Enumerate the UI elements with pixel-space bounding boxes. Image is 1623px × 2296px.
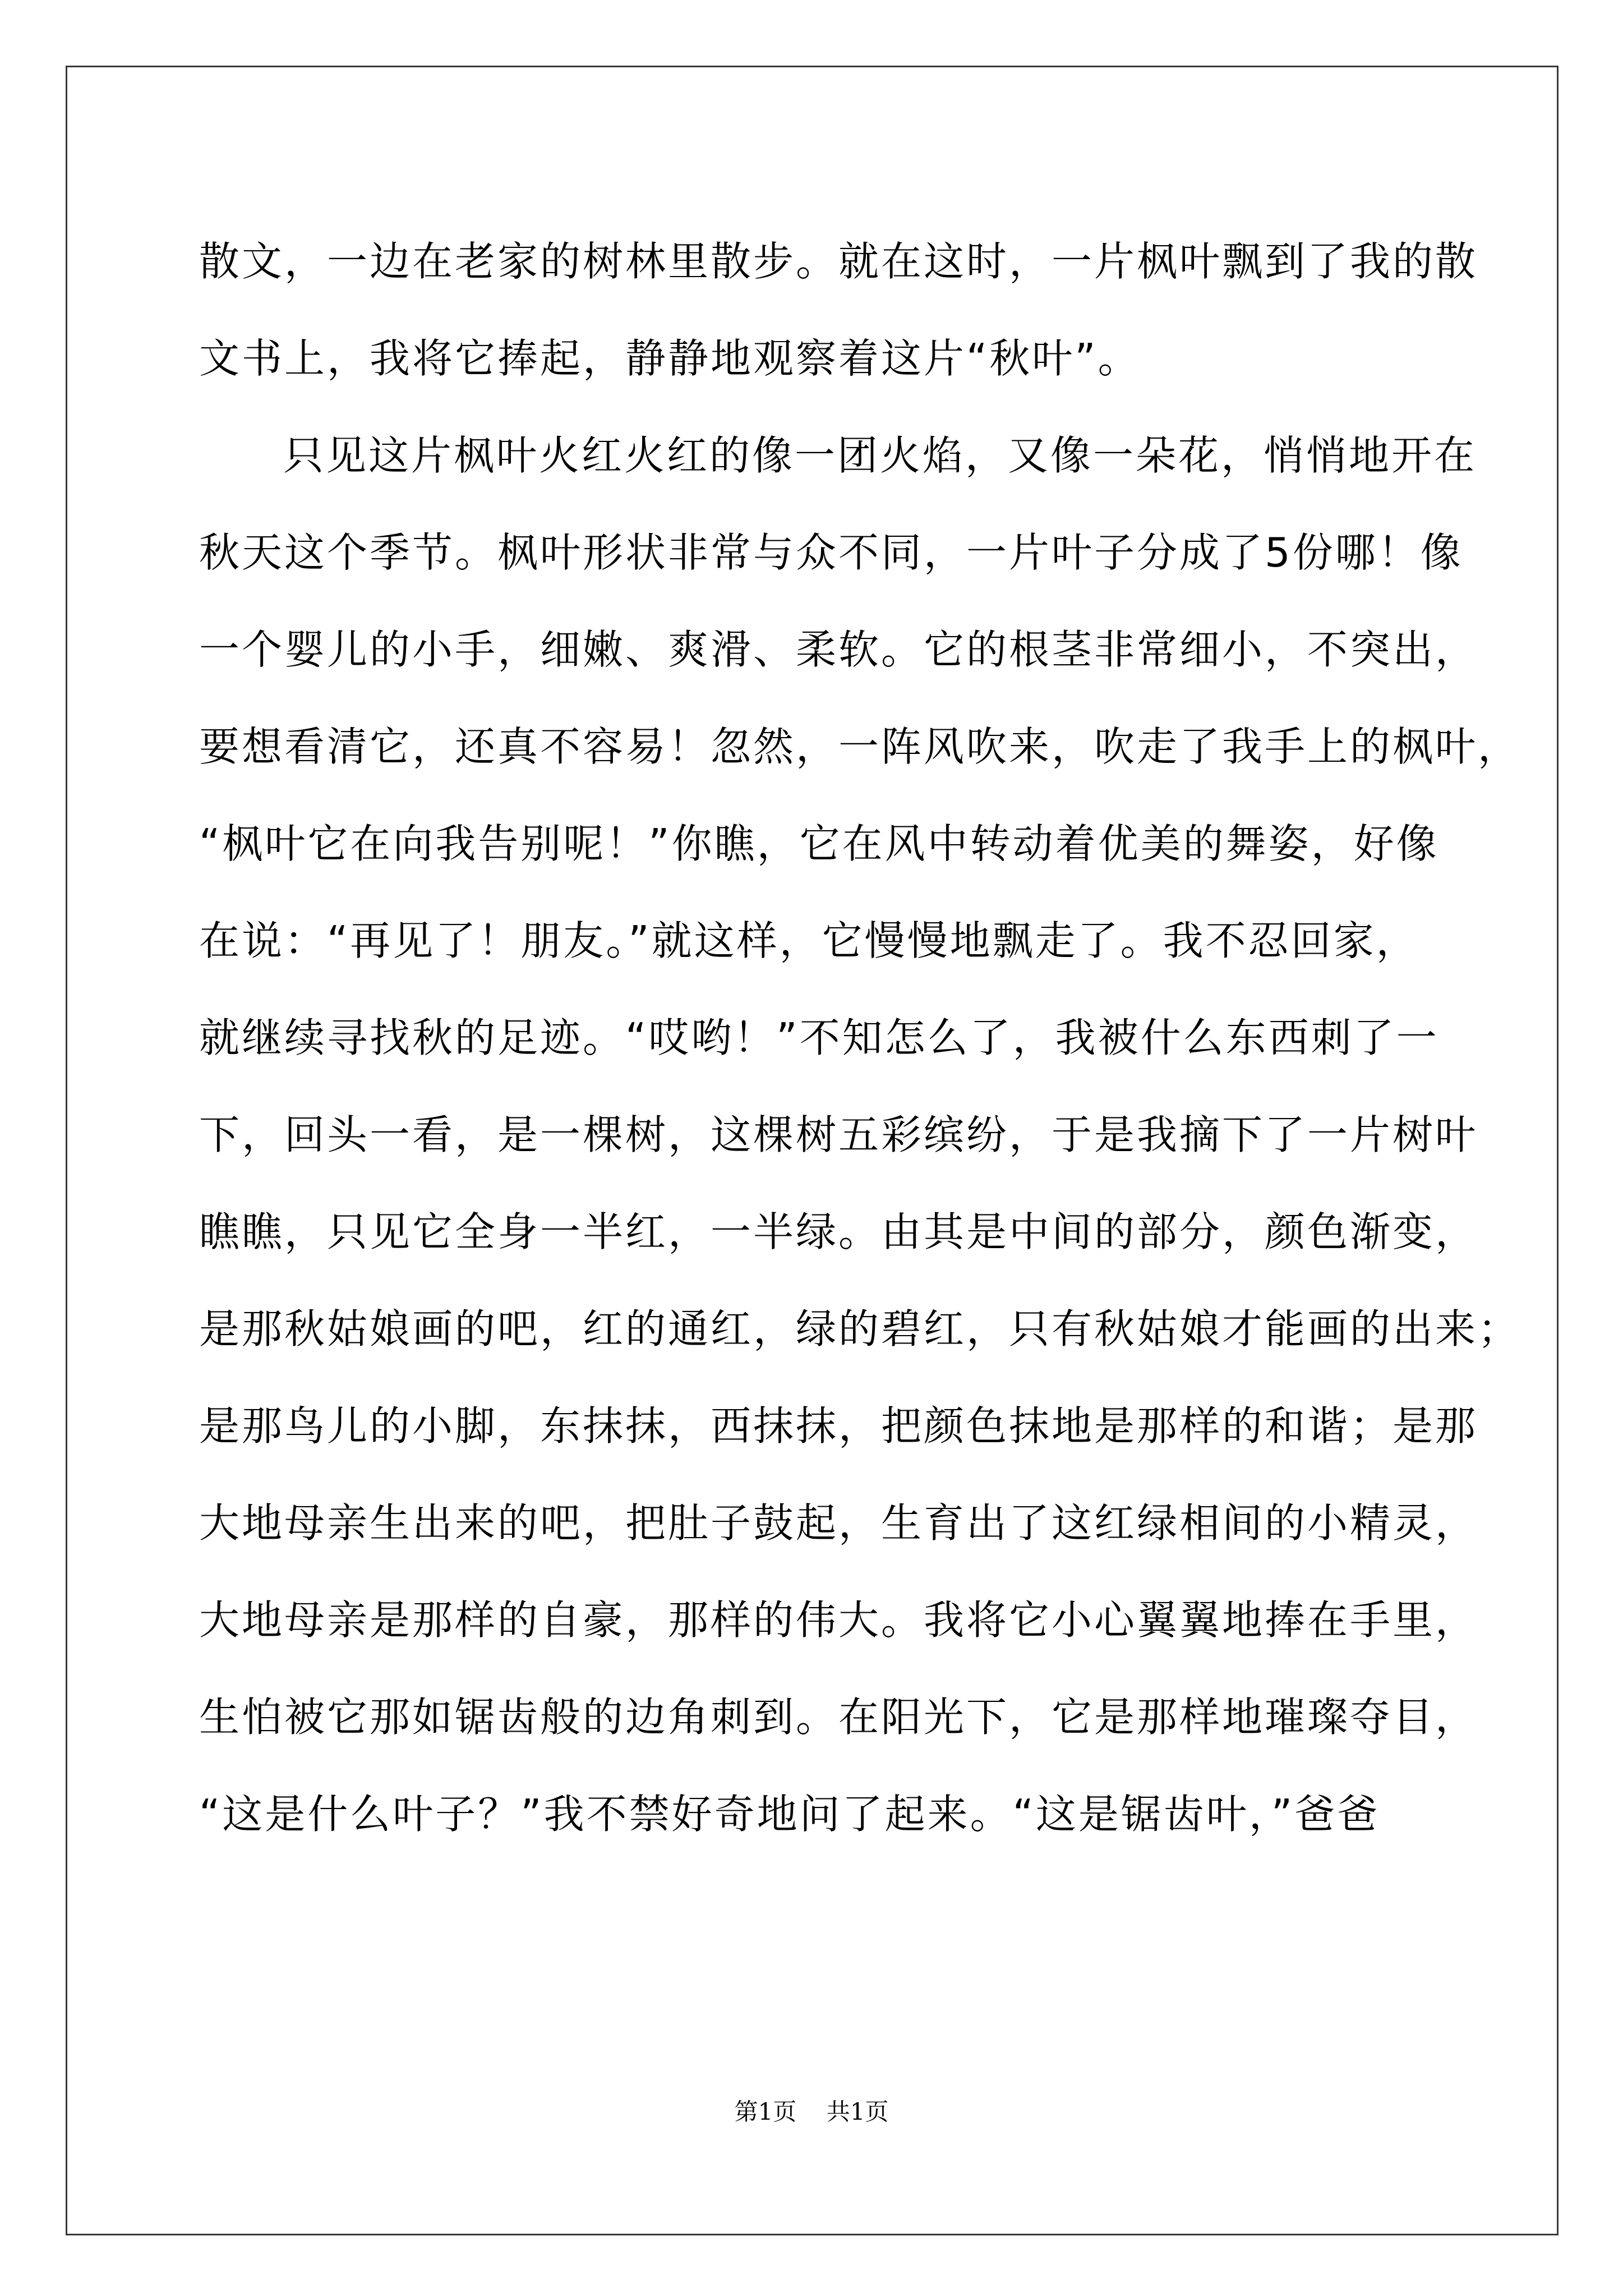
page-number: 第1页 (734, 2098, 797, 2125)
text-line: 文书上，我将它捧起，静静地观察着这片“秋叶”。 (199, 335, 1141, 382)
page-footer (0, 2095, 1623, 2129)
text-line: 在说：“再见了！朋友。”就这样，它慢慢地飘走了。我不忍回家， (199, 917, 1419, 964)
page-total: 共1页 (826, 2098, 889, 2125)
text-line: 生怕被它那如锯齿般的边角刺到。在阳光下，它是那样地璀璨夺目， (199, 1694, 1478, 1741)
text-line: 瞧瞧，只见它全身一半红，一半绿。由其是中间的部分，颜色渐变， (199, 1208, 1478, 1255)
text-line: 秋天这个季节。枫叶形状非常与众不同，一片叶子分成了5份哪！像 (199, 529, 1463, 576)
text-line: 散文，一边在老家的树林里散步。就在这时，一片枫叶飘到了我的散 (199, 238, 1478, 285)
text-line: 大地母亲是那样的自豪，那样的伟大。我将它小心翼翼地捧在手里， (199, 1596, 1478, 1644)
text-line: 要想看清它，还真不容易！忽然，一阵风吹来，吹走了我手上的枫叶， (199, 723, 1521, 770)
text-line: 大地母亲生出来的吧，把肚子鼓起，生育出了这红绿相间的小精灵， (199, 1499, 1478, 1547)
text-line: “枫叶它在向我告别呢！”你瞧，它在风中转动着优美的舞姿，好像 (199, 820, 1439, 867)
text-line: 是那秋姑娘画的吧，红的通红，绿的碧红，只有秋姑娘才能画的出来； (199, 1305, 1521, 1352)
essay-body (199, 213, 1521, 1863)
text-line: 一个婴儿的小手，细嫩、爽滑、柔软。它的根茎非常细小，不突出， (199, 626, 1478, 673)
text-line: 只见这片枫叶火红火红的像一团火焰，又像一朵花，悄悄地开在 (283, 432, 1477, 479)
text-line: 就继续寻找秋的足迹。“哎哟！”不知怎么了，我被什么东西刺了一 (199, 1014, 1439, 1061)
text-line: 是那鸟儿的小脚，东抹抹，西抹抹，把颜色抹地是那样的和谐；是那 (199, 1402, 1478, 1450)
text-line: “这是什么叶子？”我不禁好奇地问了起来。“这是锯齿叶，”爸爸 (199, 1791, 1380, 1838)
text-line: 下，回头一看，是一棵树，这棵树五彩缤纷，于是我摘下了一片树叶 (199, 1111, 1478, 1158)
